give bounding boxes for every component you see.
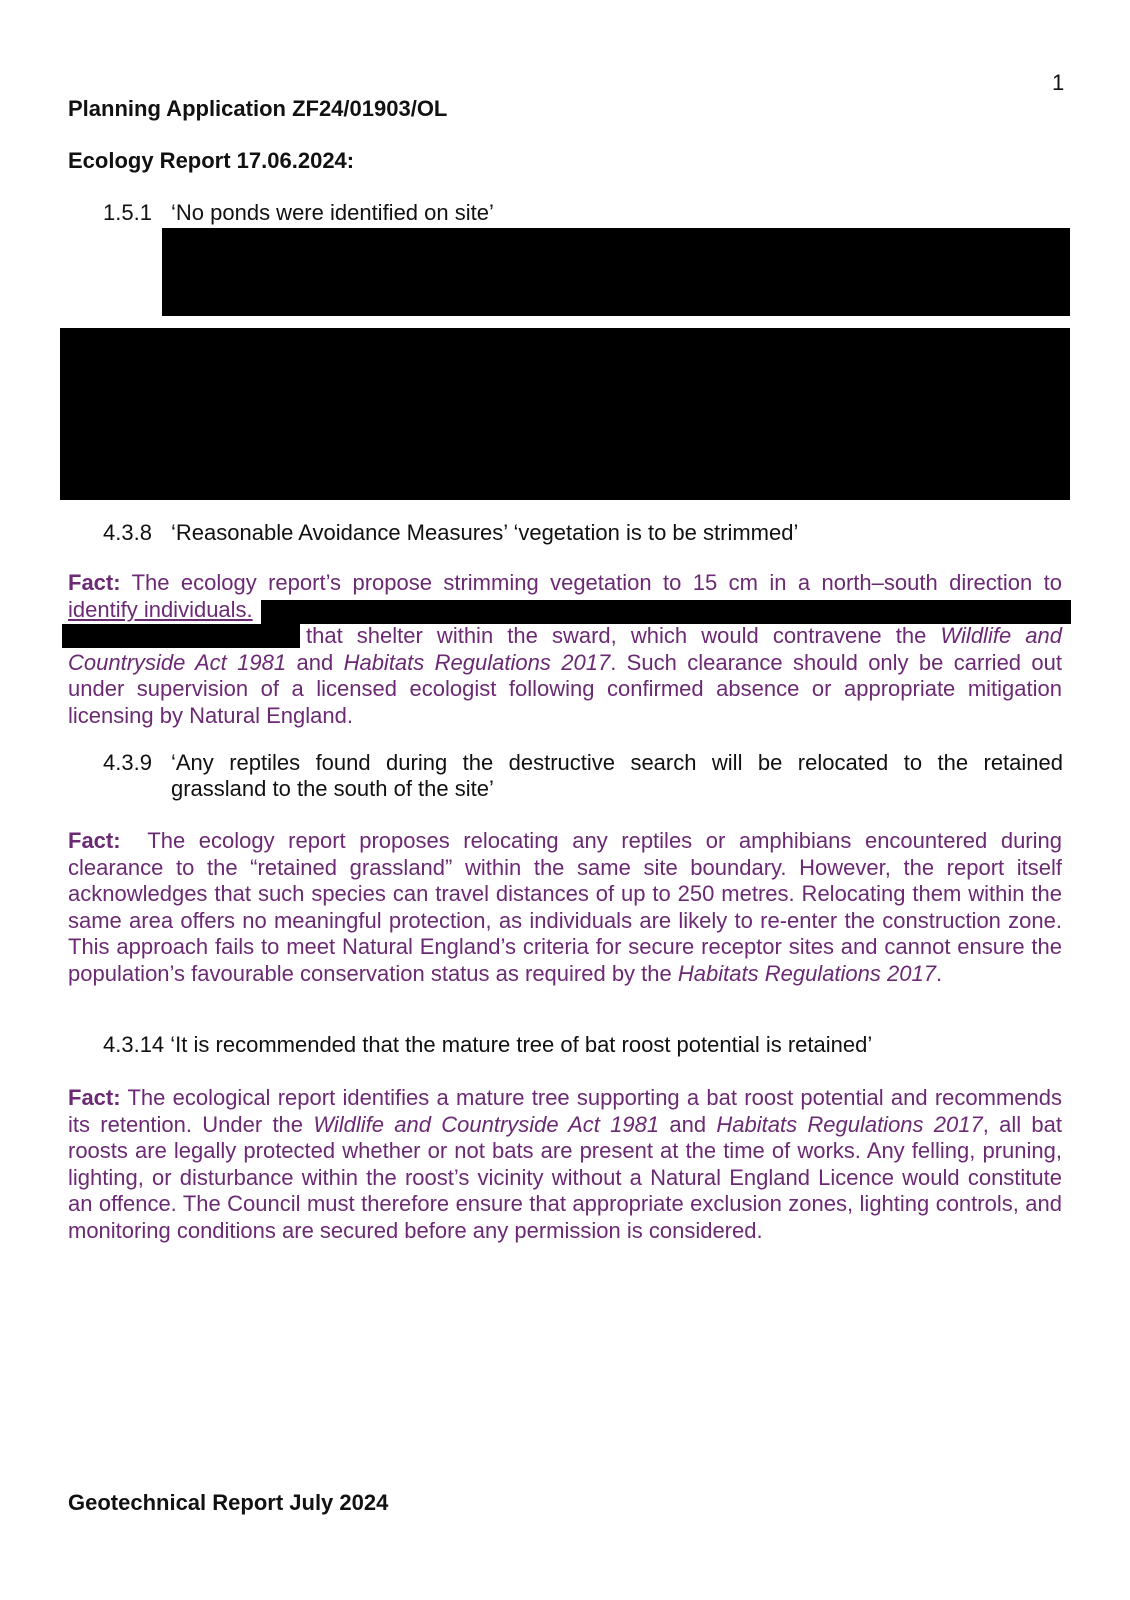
item-number: 4.3.9 — [103, 750, 152, 775]
item-quote: ‘Any reptiles found during the destructive search will be relocated to the retained — [171, 750, 1063, 775]
redaction-block — [261, 600, 1071, 624]
item-quote: ‘No ponds were identified on site’ — [171, 200, 494, 225]
fact-text: under supervision of a licensed ecologist following confirmed absence or appropriate mitigation — [68, 676, 1062, 701]
geotechnical-heading: Geotechnical Report July 2024 — [68, 1490, 389, 1515]
page-number: 1 — [1052, 70, 1065, 95]
page-title: Planning Application ZF24/01903/OL — [68, 96, 448, 121]
fact-text: . Such clearance should only be carried out — [610, 649, 1063, 675]
item-1-5-1 — [103, 200, 494, 226]
fact-text: The ecological report identifies a mature tree supporting a bat roost potential and recommends its retention. Under the — [68, 1085, 1062, 1137]
fact-text: Wildlife and — [940, 623, 1062, 648]
fact-text: and — [296, 649, 334, 675]
fact-text: and — [669, 1111, 707, 1137]
redaction-block — [62, 624, 300, 648]
fact-text: , all bat roosts are legally protected whether or not bats are present at the time of works. Any felling, pruning, lighting, or disturbance within the roost’s vicinity without a Natural England Licence would constitute an offence. The Council must therefore ensure that appropriate exclusion zones, lighting controls, and monitoring conditions are secured before any permission is considered. — [68, 1111, 1062, 1243]
fact-text: Habitats Regulations 2017 — [716, 1111, 983, 1137]
fact-text: . — [935, 960, 943, 986]
item-number: 4.3.8 — [103, 520, 152, 545]
fact-paragraph-3 — [68, 1085, 1062, 1244]
section-heading: Ecology Report 17.06.2024: — [68, 148, 355, 173]
fact-label: Fact: — [68, 828, 121, 853]
fact-label: Fact: — [68, 570, 121, 595]
item-4-3-9 — [103, 750, 1063, 802]
fact-text: The ecology report proposes relocating any reptiles or amphibians encountered during clearance to the “retained grassland” within the same site boundary. However, the report itself acknowledges that such species can travel distances of up to 250 metres. Relocating them within the same area offers no meaningful protection, as individuals are likely to re-enter the construction zone. This approach fails to meet Natural England’s criteria for secure receptor sites and cannot ensure the population’s favourable conservation status as required by the — [68, 828, 1062, 986]
fact-paragraph-2 — [68, 828, 1062, 987]
fact-text: Wildlife and Countryside Act 1981 — [313, 1111, 660, 1137]
fact-text: Countryside Act 1981 — [68, 649, 287, 675]
fact-text: that shelter within the sward, which would contravene the — [306, 623, 927, 648]
item-number: 4.3.14 — [103, 1032, 165, 1057]
redaction-block — [60, 328, 1070, 500]
fact-text: licensing by Natural England. — [68, 702, 353, 728]
fact-text: identify individuals. — [68, 596, 253, 622]
item-quote: ‘It is recommended that the mature tree of bat roost potential is retained’ — [170, 1032, 873, 1057]
item-quote: grassland to the south of the site’ — [171, 776, 494, 801]
item-4-3-8 — [103, 520, 798, 546]
fact-text: Habitats Regulations 2017 — [677, 960, 936, 986]
fact-label: Fact: — [68, 1085, 121, 1110]
fact-text: Habitats Regulations 2017 — [343, 649, 611, 675]
item-number: 1.5.1 — [103, 200, 152, 225]
fact-text: The ecology report’s propose strimming vegetation to 15 cm in a north–south direction to — [131, 570, 1062, 595]
item-4-3-14 — [103, 1032, 872, 1058]
redaction-block — [162, 228, 1070, 316]
item-quote: ‘Reasonable Avoidance Measures’ ‘vegetation is to be strimmed’ — [171, 520, 799, 545]
fact-paragraph-1 — [68, 570, 1062, 729]
